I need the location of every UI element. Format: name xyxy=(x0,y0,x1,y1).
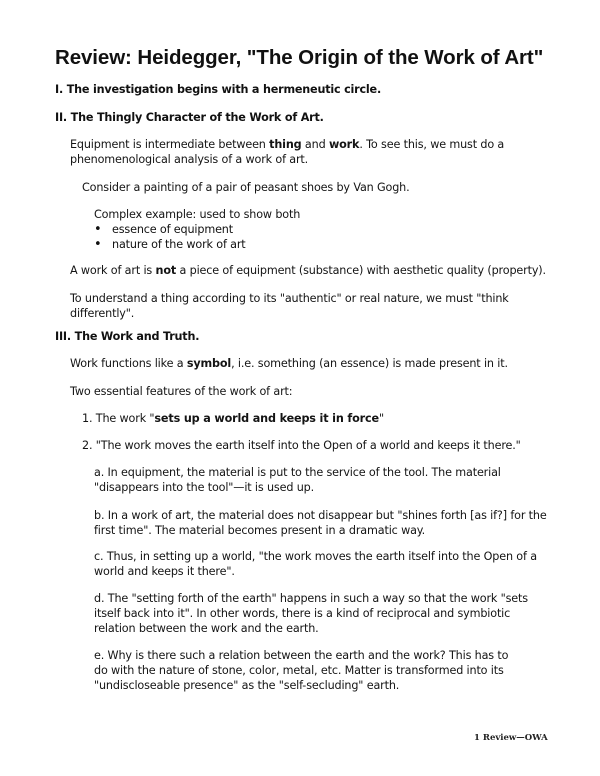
sub-item-d: d. The "setting forth of the earth" happens in such a way so that the work "sets itself back into it". In other words, there is a kind of reciprocal and symbiotic relation between the work and the earth. xyxy=(94,592,528,635)
sub-item-b: b. In a work of art, the material does not disappear but "shines forth [as if?] for the first time". The material becomes present in a dramatic way. xyxy=(94,509,547,537)
section-heading-1: I. The investigation begins with a hermeneutic circle. xyxy=(55,83,381,96)
paragraph-symbol: Work functions like a symbol, i.e. something (an essence) is made present in it. xyxy=(70,357,508,370)
bullet-list xyxy=(94,222,246,252)
bullet-icon: • xyxy=(94,222,102,237)
sub-item-c: c. Thus, in setting up a world, "the work moves the earth itself into the Open of a world and keeps it there". xyxy=(94,550,537,578)
numbered-item-2: 2. "The work moves the earth itself into the Open of a world and keeps it there." xyxy=(82,439,521,452)
paragraph-van-gogh: Consider a painting of a pair of peasant shoes by Van Gogh. xyxy=(82,181,410,194)
sub-item-e: e. Why is there such a relation between the earth and the work? This has to do with the nature of stone, color, metal, etc. Matter is transformed into its "undiscloseable presence" as the "self-secluding" earth. xyxy=(94,649,509,692)
paragraph-not-equipment: A work of art is not a piece of equipment (substance) with aesthetic quality (property). xyxy=(70,264,546,277)
paragraph-two-features: Two essential features of the work of art: xyxy=(70,385,293,398)
section-heading-2: II. The Thingly Character of the Work of Art. xyxy=(55,111,324,124)
section-heading-3: III. The Work and Truth. xyxy=(55,330,200,343)
bullet-icon: • xyxy=(94,237,102,252)
numbered-item-1: 1. The work "sets up a world and keeps it in force" xyxy=(82,412,384,425)
page-title: Review: Heidegger, "The Origin of the Work of Art" xyxy=(55,46,544,69)
list-item: • nature of the work of art xyxy=(94,237,246,252)
list-item: • essence of equipment xyxy=(94,222,233,237)
page-footer: 1 Review—OWA xyxy=(474,733,548,743)
sub-item-a: a. In equipment, the material is put to the service of the tool. The material "disappears into the tool"—it is used up. xyxy=(94,466,501,494)
paragraph-complex-example: Complex example: used to show both xyxy=(94,208,301,221)
paragraph-think-differently: To understand a thing according to its "authentic" or real nature, we must "think differently". xyxy=(70,292,509,320)
paragraph-equipment: Equipment is intermediate between thing and work. To see this, we must do a phenomenological analysis of a work of art. xyxy=(70,138,505,166)
